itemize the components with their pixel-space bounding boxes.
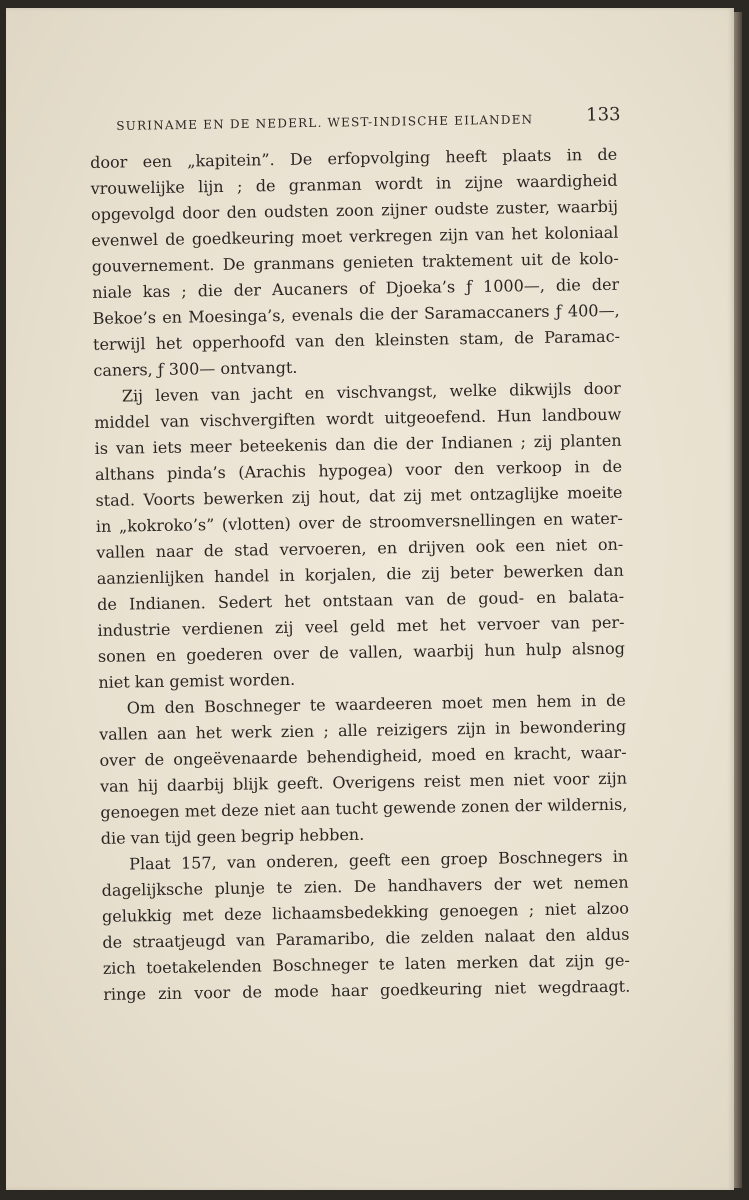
text-line: ringe zin voor de mode haar goedkeuring niet wegdraagt. [103, 976, 631, 1004]
text-line: vallen aan het werk zien ; alle reizigers zijn in bewondering [99, 716, 627, 744]
text-line: zich toetakelenden Boschneger te laten merken dat zijn ge- [102, 950, 630, 978]
running-title: SURINAME EN DE NEDERL. WEST-INDISCHE EILANDEN [116, 112, 534, 133]
text-line: vrouwelijke lijn ; de granman wordt in zijne waardigheid [90, 170, 618, 198]
text-line: stad. Voorts bewerken zij hout, dat zij met ontzaglijke moeite [95, 482, 623, 510]
text-line: dagelijksche plunje te zien. De handhavers der wet nemen [101, 872, 629, 900]
text-line: caners, ƒ 300— ontvangt. [93, 357, 298, 380]
text-line: genoegen met deze niet aan tucht gewende zonen der wildernis, [100, 794, 628, 822]
text-line: gouvernement. De granmans genieten traktement uit de kolo- [91, 248, 619, 276]
text-line: de Indianen. Sedert het ontstaan van de goud- en balata- [96, 586, 625, 614]
text-line: Plaat 157, van onderen, geeft een groep Boschnegers in [129, 846, 629, 874]
text-line: Zij leven van jacht en vischvangst, welke dikwijls door [121, 378, 621, 406]
text-line: die van tijd geen begrip hebben. [100, 824, 365, 848]
text-line: evenwel de goedkeuring moet verkregen zijn van het koloniaal [91, 222, 619, 250]
text-line: middel van vischvergiften wordt uitgeoefend. Hun landbouw [94, 404, 622, 432]
text-line: door een „kapitein”. De erfopvolging heeft plaats in de [90, 144, 618, 172]
text-line: de straatjeugd van Paramaribo, die zelden nalaat den aldus [102, 924, 630, 952]
page-edge [734, 12, 742, 1188]
text-line: terwijl het opperhoofd van den kleinsten stam, de Paramac- [92, 326, 621, 354]
text-line: opgevolgd door den oudsten zoon zijner oudste zuster, waarbij [90, 196, 619, 224]
text-line: aanzienlijken handel in korjalen, die zij beter bewerken dan [96, 560, 624, 588]
text-line: over de ongeëvenaarde behendigheid, moed en kracht, waar- [99, 742, 627, 770]
text-line: gelukkig met deze lichaamsbedekking genoegen ; niet alzoo [101, 898, 630, 926]
body-text [90, 142, 630, 1008]
text-line: van hij daarbij blijk geeft. Overigens reist men niet voor zijn [99, 768, 628, 796]
text-line: is van iets meer beteekenis dan die der Indianen ; zij planten [94, 430, 622, 458]
text-line: Om den Boschneger te waardeeren moet men hem in de [126, 690, 626, 718]
text-line: niet kan gemist worden. [98, 669, 296, 692]
text-line: vallen naar de stad vervoeren, en drijven ook een niet on- [96, 534, 624, 562]
text-line: sonen en goederen over de vallen, waarbij hun hulp alsnog [97, 638, 626, 666]
text-line: industrie verdienen zij veel geld met het vervoer van per- [97, 612, 625, 640]
page-number: 133 [586, 104, 621, 126]
text-line: in „kokroko’s” (vlotten) over de stroomversnellingen en water- [95, 508, 623, 536]
text-line: althans pinda’s (Arachis hypogea) voor den verkoop in de [94, 456, 623, 484]
text-line: Bekoe’s en Moesinga’s, evenals die der Saramaccaners ƒ 400—, [92, 300, 620, 328]
text-line: niale kas ; die der Aucaners of Djoeka’s ƒ 1000—, die der [92, 274, 620, 302]
